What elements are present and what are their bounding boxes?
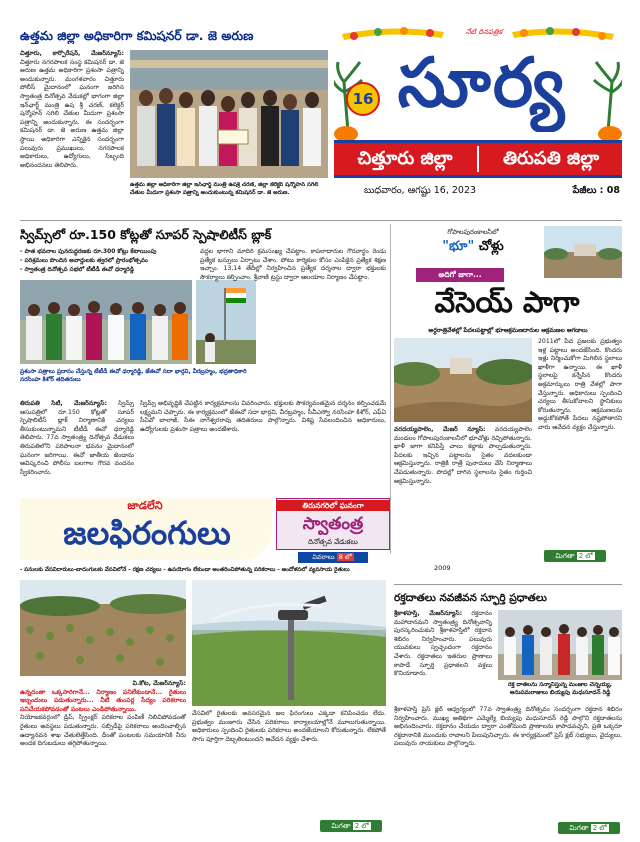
water-text-left: నియోజకవర్గంలో డ్రిప్, స్ప్రింక్లర్ పరికరాల పంపిణీ నిలిచిపోవడంతో రైతులు అవస్థలు పడుతున్నారు. సబ్సిడీపై పరికరాలు అందించాల్సిన ఉద్యానవన శాఖ చేతులెత్తేసింది. దీంతో పంటలకు సమయానికి నీరు అందక దిగుబడులు తగ్గిపోతున్నాయి. <box>20 714 186 748</box>
blood-text-left: రక్తదానం మహాదానమని స్వాతంత్ర్య దినోత్సవాన్ని పురస్కరించుకుని శ్రీకాళహస్తిలో రక్తదాన శిబిరం నిర్వహించారు. పలువురు యువకులు స్వచ్ఛందంగా రక్తదానం చేశారు. రక్తదాతలు ఇతరుల ప్రాణాలు కాపాడే స్ఫూర్తి ప్రధాతలని వక్తలు కొనియాడారు. <box>394 610 492 678</box>
top-story <box>20 28 328 214</box>
land-tag: అదిగో జాగా... <box>416 268 504 282</box>
land-photo-main <box>394 338 532 422</box>
water-kicker: జాడలేని <box>127 499 163 512</box>
svims-bullet: - పరిశ్రమలు పొందిన అవార్డులకు త్వరలో ప్రారంభోత్సవం <box>20 258 148 264</box>
land-more-label: మిగతా <box>555 552 575 560</box>
land-body-right: 2011లో పేద ప్రజలకు ప్రభుత్వం ఇళ్ల పట్టాలు అందజేసింది. కొందరు ఇళ్లు నిర్మించుకోగా మిగిలిన స్థలాలు ఖాళీగా ఉన్నాయి. ఈ ఖాళీ స్థలాలపై కన్నేసిన కొందరు అక్రమార్కులు రాత్రి వేళల్లో పాగా వేస్తున్నారు. అధికారులు స్పందించి చర్యలు తీసుకోవాలని స్థానికులు కోరుతున్నారు. ఆక్రమణలను అడ్డుకోకపోతే పేదలు నష్టపోతారని వారు ఆవేదన వ్యక్తం చేస్తున్నారు. <box>538 338 622 431</box>
water-dateline: వి.కోట, మేజర్‌న్యూస్: <box>132 680 186 687</box>
land-dateline: వరదయ్యపాలెం, మేజర్ న్యూస్: <box>394 426 486 433</box>
edition-tirupati: తిరుపతి జిల్లా <box>502 148 600 169</box>
page-count: పేజీలు : 08 <box>572 185 620 196</box>
blood-dateline: శ్రీకాళహస్తి, మేజర్‌న్యూస్: <box>394 610 463 617</box>
land-story <box>394 224 622 580</box>
svims-photo-group <box>20 280 192 364</box>
blood-photo-caption: రక్త దాతలను సన్మానిస్తున్న మంజుల చెన్నయ్య, అనుపమరాజులు బియ్యపు మధుసూదన్ రెడ్డి <box>508 682 612 696</box>
top-story-body <box>20 50 124 212</box>
water-body-right: వేసవిలో రైతులకు అవసరమైన జల ఫిరంగులు ఎక్కడా కనిపించడం లేదు. ప్రభుత్వం మంజూరు చేసిన పరికరాలు కార్యాలయాల్లోనే మూలుగుతున్నాయి. అధికారులు స్పందించి రైతులకు పరికరాలు అందజేయాలని కోరుతున్నారు. లేకపోతే సాగు పూర్తిగా దెబ్బతింటుందని ఆవేదన వ్యక్తం చేశారు. <box>192 710 386 743</box>
land-plot-photo <box>544 226 622 278</box>
svims-photo-caption: ప్రశంసా పత్రాలు ప్రదానం చేస్తున్న టీటీడీ ఈవో ధర్మారెడ్డి, జేఈవో సదా భార్గవి, వీరబ్రహ్మం, భద్రతాధికారి నరసింహ కిశోర్ తదితరులు <box>20 369 247 383</box>
svims-text-left: స్విమ్స్ ఆసుపత్రిలో రూ.150 కోట్లతో సూపర్ స్పెషాలిటీస్ బ్లాక్ నిర్మాణానికి చర్యలు తీసుకుంటున్నామని టీటీడీ ఈవో ధర్మారెడ్డి తెలిపారు. 77వ స్వాతంత్ర్య దినోత్సవ వేడుకలు తిరుపతిలోని పరిపాలనా భవనం మైదానంలో ఘనంగా జరిగాయి. ఈవో జాతీయ జెండాను ఆవిష్కరించి పోలీసు బలగాల గౌరవ వందనం స్వీకరించారు. <box>20 400 134 476</box>
water-headline: జలఫిరంగులు <box>63 514 231 552</box>
svims-dateline: తిరుపతి సిటీ, మేజర్‌న్యూస్: <box>20 400 107 407</box>
blood-body-left <box>394 610 492 700</box>
banner-details-page: 8 లో <box>338 553 352 561</box>
svims-story <box>20 224 386 492</box>
land-more-link[interactable] <box>544 550 606 562</box>
land-kicker-main <box>408 238 538 255</box>
land-kicker-quote: "భూ" <box>442 239 475 254</box>
land-text-left: వరదయ్యపాలెం మండలం గోపాలపురంకాలనీలో భూచోళ్లు రెచ్చిపోతున్నారు. ఖాళీ జాగా కనిపిస్తే చాలు కబ్జాకు పాల్పడుతున్నారు. పేదలకు ఇచ్చిన పట్టాలను సైతం వదలకుండా ఆక్రమిస్తున్నారు. రాత్రికి రాత్రే పునాదులు వేసి నిర్మాణాలు చేపడుతున్నారు. పొదల్లో దాగిన స్థలాలను సైతం గుర్తించి ఆక్రమిస్తున్నారు. <box>394 426 532 485</box>
svims-body-mid: వద్దల భాగాని మాదిరి క్రమసంఖ్య చేపట్టాం. కాపలాదారుల గౌరవార్థం రెండు ప్రత్యేక బస్సులు ఏర్పాటు చేశాం. పోటు కార్మికుల కోసం ఎంపికైన ప్రత్యేక శిక్షణ ఇచ్చాం. 13,14 తేదీల్లో నిర్వహించిన ప్రత్యేక దర్శనాల ద్వారా భక్తులకు సౌకర్యాలు కల్పించాం. శ్రీవాణి ట్రస్టు ద్వారా ఆలయాల నిర్మాణం చేపట్టాం. <box>200 248 386 281</box>
divider-top <box>20 220 622 221</box>
blood-more-page: 2 లో <box>592 824 607 832</box>
edition-bar <box>334 140 622 178</box>
svims-body-right: స్విమ్స్ అభివృద్ధికి చేపట్టిన కార్యక్రమాలను వివరించారు. భక్తులకు సౌకర్యవంతమైన దర్శనం కల్పించడమే లక్ష్యమని చెప్పారు. ఈ కార్యక్రమంలో జేఈవో సదా భార్గవి, వీరబ్రహ్మం, సీవీఎస్వో నరసింహ కిశోర్, ఎఫ్‌ఏ సీఏవో బాలాజీ, సీఈ నాగేశ్వరరావు తదితరులు పాల్గొన్నారు. విశిష్ట సేవలందించిన అధికారులు, ఉద్యోగులకు ప్రశంసా పత్రాలు అందజేశారు. <box>140 400 386 433</box>
water-more-page: 2 లో <box>354 822 369 830</box>
svims-body-left <box>20 400 134 492</box>
masthead-date: బుధవారం, ఆగష్టు 16, 2023 <box>364 185 477 196</box>
blood-story <box>394 588 622 836</box>
divider-vertical-mid <box>390 224 391 554</box>
top-story-dateline: చిత్తూరు, కార్పొరేషన్, మేజర్‌న్యూస్: <box>20 50 124 57</box>
banner-line1: తిరునగరిలో ఘనంగా <box>276 500 390 511</box>
banner-line3: దినోత్సవ వేడుకలు <box>308 538 358 546</box>
officials-group-photo <box>20 280 192 364</box>
svims-bullets <box>20 248 192 275</box>
land-kicker <box>408 228 538 255</box>
top-story-photo <box>130 50 328 178</box>
svims-bullet: - స్వాతంత్ర దినోత్సవ సభలో టీటీడీ ఈవో ధర్మారెడ్డి <box>20 267 134 273</box>
divider-right <box>394 584 622 585</box>
anniversary-number: 16 <box>352 90 374 108</box>
water-story <box>20 496 386 836</box>
land-kicker-suffix: చోళ్లు <box>478 239 504 254</box>
land-more-page: 2 లో <box>578 552 593 560</box>
award-ceremony-photo <box>130 50 328 178</box>
banner-details-label: వివరాలు <box>312 553 335 561</box>
blood-donors-felicitation-photo <box>498 610 622 680</box>
blood-photo <box>498 610 622 680</box>
water-body-left <box>20 680 186 832</box>
land-kicker-prefix: గోపాలపురంకాలనీలో <box>447 228 499 236</box>
water-more-label: మిగతా <box>331 822 351 830</box>
water-more-link[interactable] <box>320 820 382 832</box>
svims-bullet: - పాత భవనాల పునరుద్ధరణకు రూ.300 కోట్లు కేటాయింపు <box>20 249 157 255</box>
top-story-text: చిత్తూరు నగరపాలక సంస్థ కమిషనర్ డా. జె అరుణ ఉత్తమ అధికారిగా ప్రశంసా పత్రాన్ని అందుకున్నారు. మంగళవారం చిత్తూరు పోలీస్ మైదానంలో ఘనంగా జరిగిన స్వాతంత్ర దినోత్సవ వేడుకల్లో భాగంగా జిల్లా ఇన్‌ఛార్జ్ మంత్రి ఉష శ్రీ చరణ్, కలెక్టర్ షన్మోహన్ సగిలి చేతుల మీదుగా ప్రశంసా పత్రాన్ని అందుకున్నారు. ఈ సందర్భంగా కమిషనర్ డా. జె అరుణ ఉత్తమ జిల్లా స్థాయి అధికారిగా ఎన్నికైన సందర్భంగా పలువురు ప్రముఖులు, నగరపాలక అధికారులు, ఉద్యోగులు, సిబ్బంది అభినందనలు తెలిపారు. <box>20 58 124 169</box>
blood-more-label: మిగతా <box>569 824 589 832</box>
rain-gun-sprinkler-photo <box>192 580 386 706</box>
water-deck: - పనులకు వేసవిదారులు-బాదంగులకు వేసవిలోనే - రక్షణ చర్యలు - ఉపయోగం లేకుండా అంతరించిపోతున్న పరికరాలు - అందోళనలో వ్యవసాయ రైతులు <box>20 567 350 573</box>
svims-headline: స్విమ్స్‌లో రూ.150 కోట్లతో సూపర్ స్పెషాలిటీస్ బ్లాక్ <box>20 227 272 242</box>
land-body-left <box>394 426 532 564</box>
water-photo-field <box>20 580 186 676</box>
land-headline: వేసెయ్ పాగా <box>434 285 580 319</box>
edition-divider <box>477 146 479 172</box>
land-photo-top <box>544 226 622 278</box>
dry-field-photo <box>20 580 186 676</box>
water-highlight: ఉన్నదంతా ఒక్కసారిగానే... నిర్మాణం పనిలేకుండానే... రైతులు ఇబ్బందులు పడుతున్నారు... నీటి తుంపర్ల సేద్యం పరికరాలు పనిచేయకపోవడంతో పంటలు ఎండిపోతున్నాయి. <box>20 688 186 713</box>
anniversary-badge <box>346 82 380 116</box>
top-story-headline: ఉత్తమ జిల్లా అధికారిగా కమిషనర్ డా. జె అరుణ <box>20 28 254 43</box>
masthead-tagline: నేటి దినపత్రిక <box>465 28 503 36</box>
encroached-land-photo <box>394 338 532 422</box>
water-photo-sprinkler <box>192 580 386 706</box>
land-deck: అర్ధరాత్రివేళల్లో పేదలపట్టాల్లో భూఆక్రమణదారుల ఆక్రమణల ఆగడాలు <box>428 327 588 334</box>
land-year: 2009 <box>434 564 451 572</box>
blood-body-bottom: శ్రీకాళహస్తి ప్రెస్ క్లబ్ ఆధ్వర్యంలో 77వ స్వాతంత్ర్య దినోత్సవం సందర్భంగా రక్తదాన శిబిరం నిర్వహించారు. ముఖ్య అతిథిగా ఎమ్మెల్యే బియ్యపు మధుసూదన్ రెడ్డి పాల్గొని రక్తదాతలను అభినందించారు. రక్తదానం చేయడం ద్వారా ఎంతోమంది ప్రాణాలను కాపాడవచ్చని, ప్రతి ఒక్కరూ రక్తదానానికి ముందుకు రావాలని పిలుపునిచ్చారు. ఈ కార్యక్రమంలో ప్రెస్ క్లబ్ సభ్యులు, వైద్యులు, పలువురు నాయకులు పాల్గొన్నారు. <box>394 706 622 748</box>
masthead <box>334 22 622 218</box>
blood-headline: రక్తదాతలు నవజీవన స్ఫూర్తి ప్రధాతలు <box>394 592 547 604</box>
banner-line2: స్వాతంత్ర <box>302 514 364 534</box>
masthead-logo: సూర్య <box>397 44 567 123</box>
top-story-photo-caption: ఉత్తమ జిల్లా అధికారిగా జిల్లా ఇన్‌ఛార్జ్ మంత్రి ఉషశ్రీ చరణ్, జిల్లా కలెక్టర్ షన్మోహన్ సగిలి చేతుల మీదుగా ప్రశంసా పత్రాన్ని అందుకుంటున్న కమిషనర్ డా. జె అరుణ. <box>130 182 319 196</box>
edition-chittoor: చిత్తూరు జిల్లా <box>357 148 453 169</box>
blood-more-link[interactable] <box>558 822 620 834</box>
